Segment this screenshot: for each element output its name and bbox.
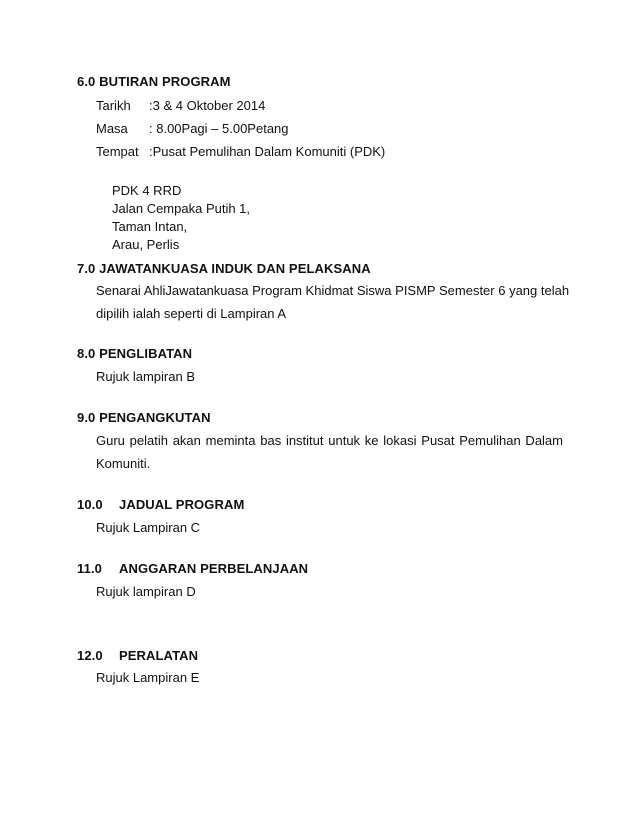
section-number: 7.0 <box>77 261 96 276</box>
section-title: PENGLIBATAN <box>99 346 193 361</box>
address-line: Jalan Cempaka Putih 1, <box>112 201 251 216</box>
section-number: 11.0 <box>77 561 102 576</box>
section-title: JADUAL PROGRAM <box>119 497 245 512</box>
paragraph-line: dipilih ialah seperti di Lampiran A <box>96 306 287 321</box>
section-number: 6.0 <box>77 74 96 89</box>
section-title: ANGGARAN PERBELANJAAN <box>119 561 309 576</box>
detail-value: : 8.00Pagi – 5.00Petang <box>149 121 289 136</box>
section-text: Rujuk lampiran D <box>96 584 196 599</box>
detail-value: :Pusat Pemulihan Dalam Komuniti (PDK) <box>149 144 386 159</box>
section-heading-10 <box>77 497 244 512</box>
detail-row-time <box>96 121 289 136</box>
section-number: 12.0 <box>77 648 103 663</box>
detail-label: Tempat <box>96 144 139 159</box>
section-text: Rujuk Lampiran E <box>96 670 200 685</box>
detail-label: Masa <box>96 121 128 136</box>
paragraph-line: Komuniti. <box>96 456 151 471</box>
section-title: PENGANGKUTAN <box>99 410 211 425</box>
section-heading-9 <box>77 410 211 425</box>
section-title: PERALATAN <box>119 648 199 663</box>
address-line: Arau, Perlis <box>112 237 180 252</box>
detail-value: :3 & 4 Oktober 2014 <box>149 98 266 113</box>
section-heading-6 <box>77 74 231 89</box>
detail-row-place <box>96 144 385 159</box>
detail-label: Tarikh <box>96 98 131 113</box>
section-heading-7 <box>77 261 371 276</box>
address-line: PDK 4 RRD <box>112 183 182 198</box>
section-heading-8 <box>77 346 192 361</box>
section-title: JAWATANKUASA INDUK DAN PELAKSANA <box>99 261 371 276</box>
section-title: BUTIRAN PROGRAM <box>99 74 231 89</box>
section-number: 8.0 <box>77 346 96 361</box>
paragraph-line: Guru pelatih akan meminta bas institut untuk ke lokasi Pusat Pemulihan Dalam <box>96 433 563 448</box>
section-text: Rujuk lampiran B <box>96 369 195 384</box>
address-line: Taman Intan, <box>112 219 188 234</box>
detail-row-date <box>96 98 265 113</box>
section-number: 9.0 <box>77 410 96 425</box>
section-heading-11 <box>77 561 308 576</box>
section-heading-12 <box>77 648 198 663</box>
section-text: Rujuk Lampiran C <box>96 520 201 535</box>
section-number: 10.0 <box>77 497 103 512</box>
paragraph-line: Senarai AhliJawatankuasa Program Khidmat Siswa PISMP Semester 6 yang telah <box>96 283 570 298</box>
